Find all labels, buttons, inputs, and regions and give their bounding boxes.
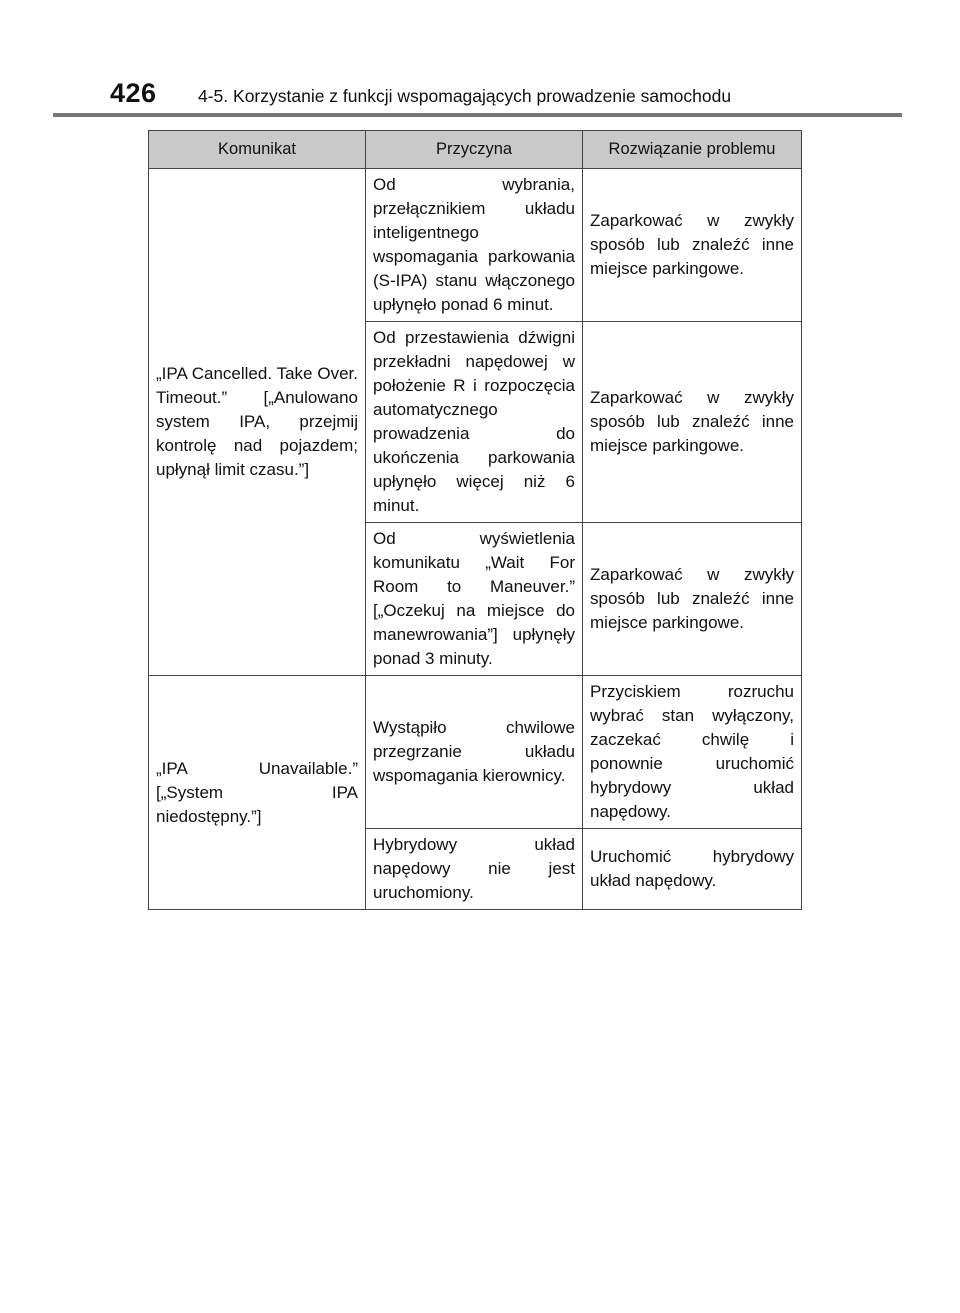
message-table	[148, 130, 802, 910]
message-cell: „IPA Cancelled. Take Over. Timeout.” [„Anulowano system IPA, przejmij kontrolę nad pojazdem; upłynął limit czasu.”]	[149, 169, 366, 676]
cause-cell: Od przestawienia dźwigni przekładni napędowej w położenie R i rozpoczęcia automatycznego prowadzenia do ukończenia parkowania upłynęło więcej niż 6 minut.	[366, 322, 583, 523]
solution-cell: Zaparkować w zwykły sposób lub znaleźć inne miejsce parkingowe.	[583, 322, 802, 523]
chapter-title: 4-5. Korzystanie z funkcji wspomagających prowadzenie samochodu	[198, 86, 732, 106]
column-header-message: Komunikat	[149, 131, 366, 169]
solution-cell: Zaparkować w zwykły sposób lub znaleźć inne miejsce parkingowe.	[583, 169, 802, 322]
column-header-cause: Przyczyna	[366, 131, 583, 169]
cause-cell: Wystąpiło chwilowe przegrzanie układu wspomagania kierownicy.	[366, 676, 583, 829]
cause-cell: Od wyświetlenia komunikatu „Wait For Room to Maneuver.” [„Oczekuj na miejsce do manewrowania”] upłynęły ponad 3 minuty.	[366, 523, 583, 676]
column-header-solution: Rozwiązanie problemu	[583, 131, 802, 169]
page-header	[110, 78, 900, 114]
table-header-row	[149, 131, 802, 169]
solution-cell: Zaparkować w zwykły sposób lub znaleźć inne miejsce parkingowe.	[583, 523, 802, 676]
table-row	[149, 169, 802, 322]
table-row	[149, 676, 802, 829]
cause-cell: Hybrydowy układ napędowy nie jest uruchomiony.	[366, 829, 583, 910]
page-number: 426	[110, 78, 157, 108]
cause-cell: Od wybrania, przełącznikiem układu inteligentnego wspomagania parkowania (S-IPA) stanu włączonego upłynęło ponad 6 minut.	[366, 169, 583, 322]
header-divider	[53, 113, 902, 117]
solution-cell: Przyciskiem rozruchu wybrać stan wyłączony, zaczekać chwilę i ponownie uruchomić hybrydowy układ napędowy.	[583, 676, 802, 829]
solution-cell: Uruchomić hybrydowy układ napędowy.	[583, 829, 802, 910]
message-cell: „IPA Unavailable.” [„System IPA niedostępny.”]	[149, 676, 366, 910]
